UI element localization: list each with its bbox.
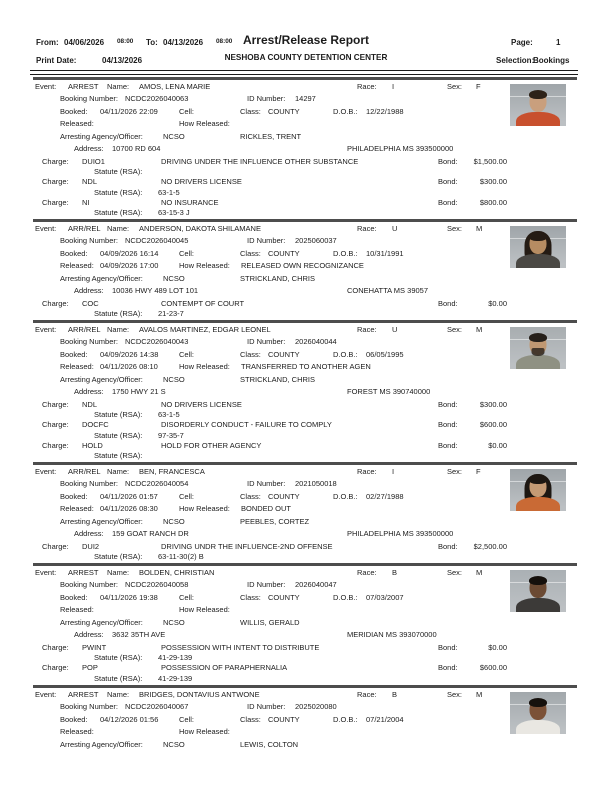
how-released-value: RELEASED OWN RECOGNIZANCE [241, 261, 364, 271]
charge-description: DRIVING UNDER THE INFLUENCE OTHER SUBSTANCE [161, 156, 359, 166]
class-value: COUNTY [268, 349, 300, 359]
booking-number-label: Booking Number: [60, 702, 118, 712]
charge-description: CONTEMPT OF COURT [161, 298, 245, 308]
charge-description: HOLD FOR OTHER AGENCY [161, 440, 262, 450]
event-label: Event: [35, 324, 57, 334]
event-value: ARR/REL [68, 324, 101, 334]
charge-code: NDL [82, 399, 98, 409]
charge-description: NO INSURANCE [161, 197, 219, 207]
sex-label: Sex: [447, 466, 463, 476]
torso-shape [516, 254, 560, 268]
hair-shape [529, 333, 547, 342]
dob-label: D.O.B.: [333, 592, 358, 602]
torso-shape [516, 598, 560, 612]
booking-record [0, 320, 612, 462]
page-number: 1 [556, 38, 561, 47]
city-value: FOREST MS 390740000 [347, 387, 431, 397]
race-label: Race: [357, 81, 377, 91]
how-released-label: How Released: [179, 727, 230, 737]
bond-amount: $800.00 [479, 197, 507, 207]
charge-code: POP [82, 663, 98, 673]
officer-value: LEWIS, COLTON [240, 739, 299, 749]
cell-label: Cell: [179, 714, 195, 724]
statute-value: 63-11-30(2) B [158, 552, 204, 562]
class-label: Class: [240, 592, 261, 602]
selection-label: Selection: [496, 56, 535, 65]
class-value: COUNTY [268, 248, 300, 258]
booked-value: 04/11/2026 19:38 [100, 592, 158, 602]
charge-description: DISORDERLY CONDUCT - FAILURE TO COMPLY [161, 420, 332, 430]
booking-number-value: NCDC2026040067 [125, 702, 189, 712]
bond-amount: $300.00 [479, 399, 507, 409]
agency-value: NCSO [163, 617, 185, 627]
city-value: MERIDIAN MS 393070000 [347, 630, 437, 640]
name-value: BEN, FRANCESCA [139, 466, 205, 476]
name-label: Name: [107, 466, 130, 476]
id-number-label: ID Number: [247, 702, 286, 712]
statute-label: Statute (RSA): [94, 451, 143, 461]
booked-label: Booked: [60, 491, 88, 501]
bond-amount: $300.00 [479, 177, 507, 187]
agency-value: NCSO [163, 374, 185, 384]
from-date: 04/06/2026 [64, 38, 105, 47]
class-label: Class: [240, 714, 261, 724]
arresting-label: Arresting Agency/Officer: [60, 739, 143, 749]
dob-value: 07/03/2007 [366, 592, 404, 602]
statute-label: Statute (RSA): [94, 167, 143, 177]
name-label: Name: [107, 324, 130, 334]
class-value: COUNTY [268, 592, 300, 602]
arresting-label: Arresting Agency/Officer: [60, 516, 143, 526]
booked-value: 04/11/2026 01:57 [100, 491, 158, 501]
cell-label: Cell: [179, 106, 195, 116]
page-label: Page: [511, 38, 533, 47]
address-value: 10036 HWY 489 LOT 101 [112, 286, 199, 296]
booking-record [0, 462, 612, 563]
booking-number-label: Booking Number: [60, 479, 118, 489]
statute-label: Statute (RSA): [94, 673, 143, 683]
dob-label: D.O.B.: [333, 714, 358, 724]
id-number-label: ID Number: [247, 94, 286, 104]
name-value: AVALOS MARTINEZ, EDGAR LEONEL [139, 324, 271, 334]
name-label: Name: [107, 223, 130, 233]
released-value: 04/11/2026 08:10 [100, 362, 158, 372]
charge-label: Charge: [42, 177, 69, 187]
hair-shape [529, 576, 547, 585]
class-value: COUNTY [268, 714, 300, 724]
agency-value: NCSO [163, 739, 185, 749]
charge-code: NI [82, 197, 90, 207]
event-label: Event: [35, 466, 57, 476]
booking-number-value: NCDC2026040043 [125, 337, 189, 347]
event-value: ARREST [68, 689, 99, 699]
id-number-label: ID Number: [247, 236, 286, 246]
id-number-value: 14297 [295, 94, 316, 104]
charge-label: Charge: [42, 420, 69, 430]
race-value: I [392, 81, 395, 91]
charge-code: PWINT [82, 642, 107, 652]
sex-value: M [476, 223, 483, 233]
booking-number-label: Booking Number: [60, 337, 118, 347]
how-released-value: BONDED OUT [241, 504, 292, 514]
event-label: Event: [35, 689, 57, 699]
beard-shape [532, 348, 545, 356]
bond-amount: $1,500.00 [473, 156, 507, 166]
id-number-value: 2026040047 [295, 580, 337, 590]
charge-label: Charge: [42, 298, 69, 308]
dob-label: D.O.B.: [333, 349, 358, 359]
race-value: U [392, 324, 398, 334]
released-label: Released: [60, 504, 94, 514]
torso-shape [516, 355, 560, 369]
cell-label: Cell: [179, 592, 195, 602]
bond-amount: $600.00 [479, 663, 507, 673]
class-label: Class: [240, 349, 261, 359]
statute-value: 63-15-3 J [158, 208, 190, 218]
class-value: COUNTY [268, 491, 300, 501]
bond-label: Bond: [438, 399, 458, 409]
statute-label: Statute (RSA): [94, 410, 143, 420]
statute-label: Statute (RSA): [94, 552, 143, 562]
from-label: From: [36, 38, 59, 47]
agency-value: NCSO [163, 516, 185, 526]
charge-description: POSSESSION WITH INTENT TO DISTRIBUTE [161, 642, 320, 652]
sex-value: F [476, 466, 481, 476]
booked-label: Booked: [60, 106, 88, 116]
booking-number-value: NCDC2026040058 [125, 580, 189, 590]
event-value: ARREST [68, 567, 99, 577]
id-number-value: 2025060037 [295, 236, 337, 246]
sex-value: M [476, 689, 483, 699]
charge-code: NDL [82, 177, 98, 187]
cell-label: Cell: [179, 248, 195, 258]
race-label: Race: [357, 324, 377, 334]
booking-number-label: Booking Number: [60, 236, 118, 246]
name-value: BRIDGES, DONTAVIUS ANTWONE [139, 689, 260, 699]
name-label: Name: [107, 689, 130, 699]
officer-value: WILLIS, GERALD [240, 617, 300, 627]
dob-value: 06/05/1995 [366, 349, 404, 359]
header-divider [30, 70, 578, 75]
torso-shape [516, 720, 560, 734]
officer-value: STRICKLAND, CHRIS [240, 374, 316, 384]
booking-number-value: NCDC2026040063 [125, 94, 189, 104]
booking-number-label: Booking Number: [60, 580, 118, 590]
dob-value: 12/22/1988 [366, 106, 404, 116]
event-value: ARREST [68, 81, 99, 91]
charge-label: Charge: [42, 197, 69, 207]
dob-label: D.O.B.: [333, 491, 358, 501]
sex-label: Sex: [447, 223, 463, 233]
class-value: COUNTY [268, 106, 300, 116]
charge-label: Charge: [42, 663, 69, 673]
released-label: Released: [60, 727, 94, 737]
bond-amount: $600.00 [479, 420, 507, 430]
booked-value: 04/09/2026 16:14 [100, 248, 159, 258]
facility-name: NESHOBA COUNTY DETENTION CENTER [224, 53, 388, 62]
city-value: PHILADELPHIA MS 393500000 [347, 529, 454, 539]
name-value: AMOS, LENA MARIE [139, 81, 211, 91]
booked-value: 04/12/2026 01:56 [100, 714, 159, 724]
statute-value: 41-29-139 [158, 653, 193, 663]
torso-shape [516, 112, 560, 126]
event-value: ARR/REL [68, 223, 101, 233]
class-label: Class: [240, 248, 261, 258]
statute-value: 41-29-139 [158, 673, 193, 683]
charge-description: POSSESSION OF PARAPHERNALIA [161, 663, 288, 673]
sex-label: Sex: [447, 324, 463, 334]
event-label: Event: [35, 567, 57, 577]
booked-value: 04/09/2026 14:38 [100, 349, 159, 359]
officer-value: STRICKLAND, CHRIS [240, 273, 316, 283]
dob-label: D.O.B.: [333, 106, 358, 116]
address-label: Address: [74, 387, 104, 397]
bond-label: Bond: [438, 420, 458, 430]
charge-label: Charge: [42, 399, 69, 409]
charge-code: DOCFC [82, 420, 109, 430]
released-label: Released: [60, 261, 94, 271]
arresting-label: Arresting Agency/Officer: [60, 273, 143, 283]
address-label: Address: [74, 144, 104, 154]
released-label: Released: [60, 362, 94, 372]
how-released-label: How Released: [179, 362, 230, 372]
released-label: Released: [60, 605, 94, 615]
agency-value: NCSO [163, 131, 185, 141]
id-number-label: ID Number: [247, 337, 286, 347]
booking-number-label: Booking Number: [60, 94, 118, 104]
address-label: Address: [74, 286, 104, 296]
booking-record [0, 77, 612, 219]
address-value: 10700 RD 604 [112, 144, 161, 154]
charge-description: NO DRIVERS LICENSE [161, 399, 242, 409]
statute-label: Statute (RSA): [94, 208, 143, 218]
charge-code: DUI2 [82, 541, 100, 551]
hair-shape [529, 232, 547, 241]
race-value: B [392, 567, 398, 577]
race-label: Race: [357, 223, 377, 233]
statute-label: Statute (RSA): [94, 309, 143, 319]
released-value: 04/09/2026 17:00 [100, 261, 159, 271]
statute-value: 97-35-7 [158, 430, 184, 440]
to-label: To: [146, 38, 158, 47]
bond-label: Bond: [438, 663, 458, 673]
released-label: Released: [60, 119, 94, 129]
booked-value: 04/11/2026 22:09 [100, 106, 158, 116]
race-value: B [392, 689, 398, 699]
event-label: Event: [35, 223, 57, 233]
sex-label: Sex: [447, 81, 463, 91]
booked-label: Booked: [60, 592, 88, 602]
address-label: Address: [74, 630, 104, 640]
class-label: Class: [240, 491, 261, 501]
charge-description: NO DRIVERS LICENSE [161, 177, 242, 187]
race-value: U [392, 223, 398, 233]
id-number-label: ID Number: [247, 479, 286, 489]
booking-number-value: NCDC2026040054 [125, 479, 189, 489]
torso-shape [516, 497, 560, 511]
id-number-label: ID Number: [247, 580, 286, 590]
bond-label: Bond: [438, 298, 458, 308]
booking-record [0, 219, 612, 320]
race-label: Race: [357, 466, 377, 476]
sex-label: Sex: [447, 689, 463, 699]
officer-value: RICKLES, TRENT [240, 131, 302, 141]
cell-label: Cell: [179, 491, 195, 501]
name-label: Name: [107, 81, 130, 91]
booked-label: Booked: [60, 349, 88, 359]
hair-shape [529, 90, 547, 99]
statute-label: Statute (RSA): [94, 653, 143, 663]
arresting-label: Arresting Agency/Officer: [60, 617, 143, 627]
to-date: 04/13/2026 [163, 38, 204, 47]
bond-label: Bond: [438, 197, 458, 207]
name-value: BOLDEN, CHRISTIAN [139, 567, 215, 577]
agency-value: NCSO [163, 273, 185, 283]
released-value: 04/11/2026 08:30 [100, 504, 158, 514]
bond-amount: $2,500.00 [473, 541, 507, 551]
id-number-value: 2021050018 [295, 479, 337, 489]
bond-label: Bond: [438, 642, 458, 652]
statute-value: 63-1-5 [158, 410, 180, 420]
to-time: 08:00 [216, 38, 233, 45]
print-date-value: 04/13/2026 [102, 56, 143, 65]
dob-value: 07/21/2004 [366, 714, 404, 724]
arresting-label: Arresting Agency/Officer: [60, 131, 143, 141]
race-label: Race: [357, 689, 377, 699]
address-value: 1750 HWY 21 S [112, 387, 166, 397]
booking-number-value: NCDC2026040045 [125, 236, 189, 246]
charge-code: DUIO1 [82, 156, 105, 166]
selection-value: Bookings [533, 56, 570, 65]
how-released-label: How Released: [179, 504, 230, 514]
address-value: 3632 35TH AVE [112, 630, 166, 640]
booked-label: Booked: [60, 248, 88, 258]
charge-code: COC [82, 298, 99, 308]
hair-shape [529, 475, 547, 484]
charge-label: Charge: [42, 440, 69, 450]
charge-code: HOLD [82, 440, 103, 450]
arresting-label: Arresting Agency/Officer: [60, 374, 143, 384]
statute-value: 63-1-5 [158, 187, 180, 197]
booked-label: Booked: [60, 714, 88, 724]
booking-records [0, 77, 612, 753]
dob-value: 02/27/1988 [366, 491, 404, 501]
address-label: Address: [74, 529, 104, 539]
statute-label: Statute (RSA): [94, 187, 143, 197]
charge-label: Charge: [42, 156, 69, 166]
bond-label: Bond: [438, 541, 458, 551]
bond-amount: $0.00 [488, 642, 507, 652]
race-value: I [392, 466, 395, 476]
event-value: ARR/REL [68, 466, 101, 476]
bond-amount: $0.00 [488, 298, 507, 308]
city-value: PHILADELPHIA MS 393500000 [347, 144, 454, 154]
how-released-label: How Released: [179, 605, 230, 615]
report-title: Arrest/Release Report [242, 33, 370, 47]
id-number-value: 2026040044 [295, 337, 337, 347]
statute-label: Statute (RSA): [94, 430, 143, 440]
how-released-value: TRANSFERRED TO ANOTHER AGEN [241, 362, 371, 372]
dob-value: 10/31/1991 [366, 248, 404, 258]
sex-value: F [476, 81, 481, 91]
charge-label: Charge: [42, 642, 69, 652]
address-value: 159 GOAT RANCH DR [112, 529, 189, 539]
sex-value: M [476, 567, 483, 577]
statute-value: 21-23-7 [158, 309, 184, 319]
race-label: Race: [357, 567, 377, 577]
charge-label: Charge: [42, 541, 69, 551]
class-label: Class: [240, 106, 261, 116]
city-value: CONEHATTA MS 39057 [347, 286, 428, 296]
sex-value: M [476, 324, 483, 334]
dob-label: D.O.B.: [333, 248, 358, 258]
bond-amount: $0.00 [488, 440, 507, 450]
from-time: 08:00 [117, 38, 134, 45]
how-released-label: How Released: [179, 119, 230, 129]
charge-description: DRIVING UNDR THE INFLUENCE-2ND OFFENSE [161, 541, 333, 551]
print-date-label: Print Date: [36, 56, 77, 65]
bond-label: Bond: [438, 440, 458, 450]
how-released-label: How Released: [179, 261, 230, 271]
booking-record [0, 685, 612, 753]
officer-value: PEEBLES, CORTEZ [240, 516, 310, 526]
name-label: Name: [107, 567, 130, 577]
id-number-value: 2025020080 [295, 702, 337, 712]
booking-record [0, 563, 612, 685]
bond-label: Bond: [438, 156, 458, 166]
cell-label: Cell: [179, 349, 195, 359]
bond-label: Bond: [438, 177, 458, 187]
name-value: ANDERSON, DAKOTA SHILAMANE [139, 223, 261, 233]
event-label: Event: [35, 81, 57, 91]
sex-label: Sex: [447, 567, 463, 577]
hair-shape [529, 698, 547, 707]
